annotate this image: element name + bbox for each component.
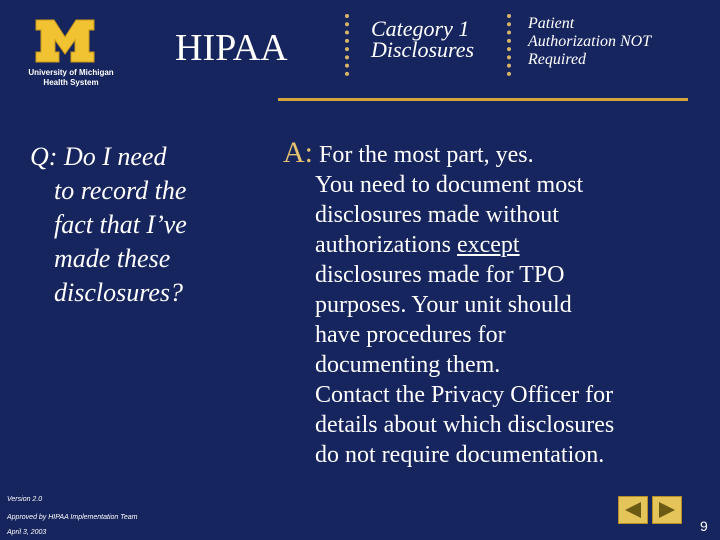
answer-line-2: You need to document most — [315, 172, 584, 198]
logo-line-2: Health System — [43, 78, 99, 87]
footer-date: April 3, 2003 — [7, 529, 47, 536]
header-category — [371, 18, 474, 60]
answer-line-7: have procedures for — [315, 322, 506, 348]
university-logo — [26, 18, 112, 92]
question-label: Q: — [30, 142, 58, 171]
header-subtopic-line-3: Required — [528, 51, 587, 68]
answer-line-9: Contact the Privacy Officer for — [315, 382, 614, 408]
next-slide-button[interactable] — [652, 496, 682, 524]
triangle-left-icon — [623, 501, 643, 519]
answer-line-11: do not require documentation. — [315, 442, 605, 468]
previous-slide-button[interactable] — [618, 496, 648, 524]
question-line-4: made these — [54, 244, 171, 273]
question-line-3: fact that I’ve — [54, 210, 187, 239]
header-rule — [278, 98, 688, 101]
header-category-line-2: Disclosures — [371, 37, 475, 62]
header-category-line-1: Category 1 — [371, 16, 470, 41]
logo-line-1: University of Michigan — [28, 68, 114, 77]
question-line-1: Do I need — [63, 142, 167, 171]
question-line-5: disclosures? — [54, 278, 184, 307]
answer-line-3: disclosures made without — [315, 202, 559, 228]
block-m-icon — [34, 18, 96, 64]
question-block — [30, 140, 260, 310]
header-divider-1 — [345, 14, 349, 76]
answer-line-5: disclosures made for TPO — [315, 262, 565, 288]
header-divider-2 — [507, 14, 511, 76]
answer-line-4 — [283, 230, 693, 260]
answer-label: A: — [283, 136, 313, 169]
answer-emphasis-except: except — [456, 232, 520, 258]
question-line-2: to record the — [54, 176, 187, 205]
header-subtopic-line-2: Authorization NOT — [528, 33, 652, 50]
page-number: 9 — [700, 518, 708, 534]
header-subtopic-line-1: Patient — [528, 15, 575, 32]
logo-text — [26, 68, 116, 88]
answer-line-1: For the most part, yes. — [319, 142, 534, 168]
footer-approved: Approved by HIPAA Implementation Team — [7, 514, 138, 521]
answer-line-6: purposes. Your unit should — [315, 292, 572, 318]
slide-header-title: HIPAA — [175, 27, 288, 69]
answer-line-10: details about which disclosures — [315, 412, 615, 438]
answer-line-4-text: authorizations — [315, 232, 457, 258]
answer-line-8: documenting them. — [315, 352, 501, 378]
triangle-right-icon — [657, 501, 677, 519]
footer-version: Version 2.0 — [7, 496, 43, 503]
header-subtopic — [528, 15, 651, 69]
answer-block — [283, 138, 693, 470]
